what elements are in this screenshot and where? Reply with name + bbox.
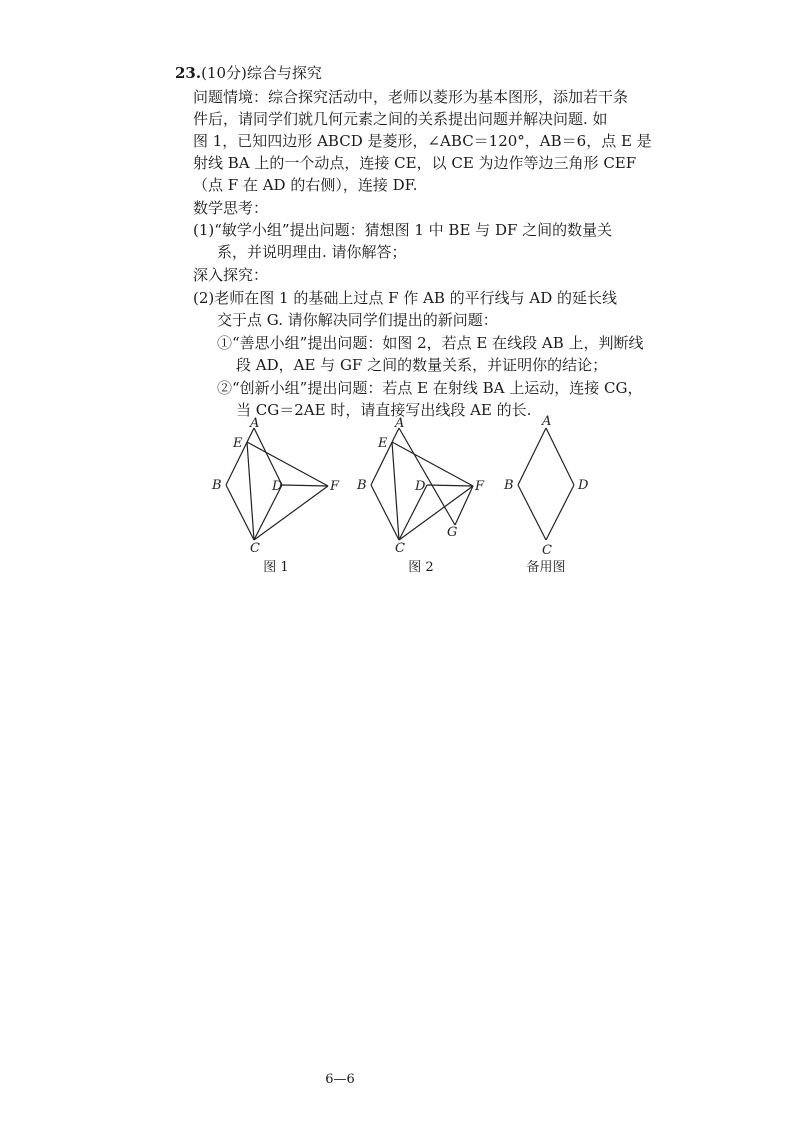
label-d: D [415, 479, 426, 494]
seg-cd [546, 485, 574, 540]
text-line-11: 交于点 G. 请你解决同学们提出的新问题： [217, 311, 498, 329]
label-a: A [395, 416, 405, 431]
seg-ec [392, 442, 399, 540]
figure-3-diagram [492, 410, 602, 560]
label-b: B [357, 478, 367, 493]
seg-bc [226, 485, 254, 540]
seg-cf [254, 486, 328, 540]
figure-3-caption: 备用图 [526, 560, 566, 575]
question-header [175, 62, 322, 84]
label-d: D [578, 478, 589, 493]
figure-2 [345, 410, 505, 564]
label-a: A [542, 414, 552, 429]
text-line-8: 系，并说明理由. 请你解答； [217, 243, 407, 261]
text-line-6: 数学思考： [193, 199, 269, 217]
text-line-3: 图 1，已知四边形 ABCD 是菱形，∠ABC＝120°，AB＝6，点 E 是 [193, 132, 652, 150]
text-line-1: 问题情境：综合探究活动中，老师以菱形为基本图形，添加若干条 [193, 88, 629, 106]
seg-da [546, 428, 574, 485]
text-line-2: 件后，请同学们就几何元素之间的关系提出问题并解决问题. 如 [193, 110, 608, 128]
question-title: (10分)综合与探究 [201, 64, 322, 82]
seg-ef [392, 442, 473, 486]
label-f: F [475, 479, 485, 494]
seg-df [427, 485, 473, 486]
figure-2-diagram [345, 410, 505, 560]
label-c: C [395, 541, 405, 556]
text-line-10: (2)老师在图 1 的基础上过点 F 作 AB 的平行线与 AD 的延长线 [193, 289, 618, 307]
seg-da [254, 428, 282, 485]
text-line-4: 射线 BA 上的一个动点，连接 CE，以 CE 为边作等边三角形 CEF [193, 154, 637, 172]
figure-2-caption: 图 2 [408, 560, 434, 575]
label-b: B [504, 478, 514, 493]
label-e: E [233, 436, 243, 451]
text-line-15: 当 CG＝2AE 时，请直接写出线段 AE 的长. [236, 401, 532, 419]
seg-ec [247, 442, 254, 540]
seg-cf [399, 486, 473, 540]
seg-ab [518, 428, 546, 485]
text-line-5: （点 F 在 AD 的右侧），连接 DF. [193, 176, 418, 194]
label-g: G [447, 525, 458, 540]
text-line-12: ①“善思小组”提出问题：如图 2，若点 E 在线段 AB 上，判断线 [217, 334, 644, 352]
question-number: 23. [175, 64, 202, 82]
text-line-14: ②“创新小组”提出问题：若点 E 在射线 BA 上运动，连接 CG， [217, 379, 643, 397]
seg-ef [247, 442, 328, 486]
figure-1-diagram [200, 410, 360, 560]
page-number: 6—6 [325, 1072, 355, 1087]
label-d: D [272, 479, 283, 494]
figure-1 [200, 410, 360, 564]
seg-bc [371, 485, 399, 540]
label-b: B [212, 478, 222, 493]
label-c: C [250, 541, 260, 556]
seg-ag [399, 428, 455, 525]
seg-df [282, 485, 328, 486]
label-a: A [250, 416, 260, 431]
label-f: F [330, 479, 340, 494]
figure-1-caption: 图 1 [263, 560, 289, 575]
label-c: C [542, 543, 552, 558]
text-line-9: 深入探究： [193, 266, 269, 284]
text-line-13: 段 AD，AE 与 GF 之间的数量关系，并证明你的结论； [236, 356, 608, 374]
figure-3 [492, 410, 602, 564]
text-line-7: (1)“敏学小组”提出问题：猜想图 1 中 BE 与 DF 之间的数量关 [193, 221, 613, 239]
seg-bc [518, 485, 546, 540]
label-e: E [378, 436, 388, 451]
